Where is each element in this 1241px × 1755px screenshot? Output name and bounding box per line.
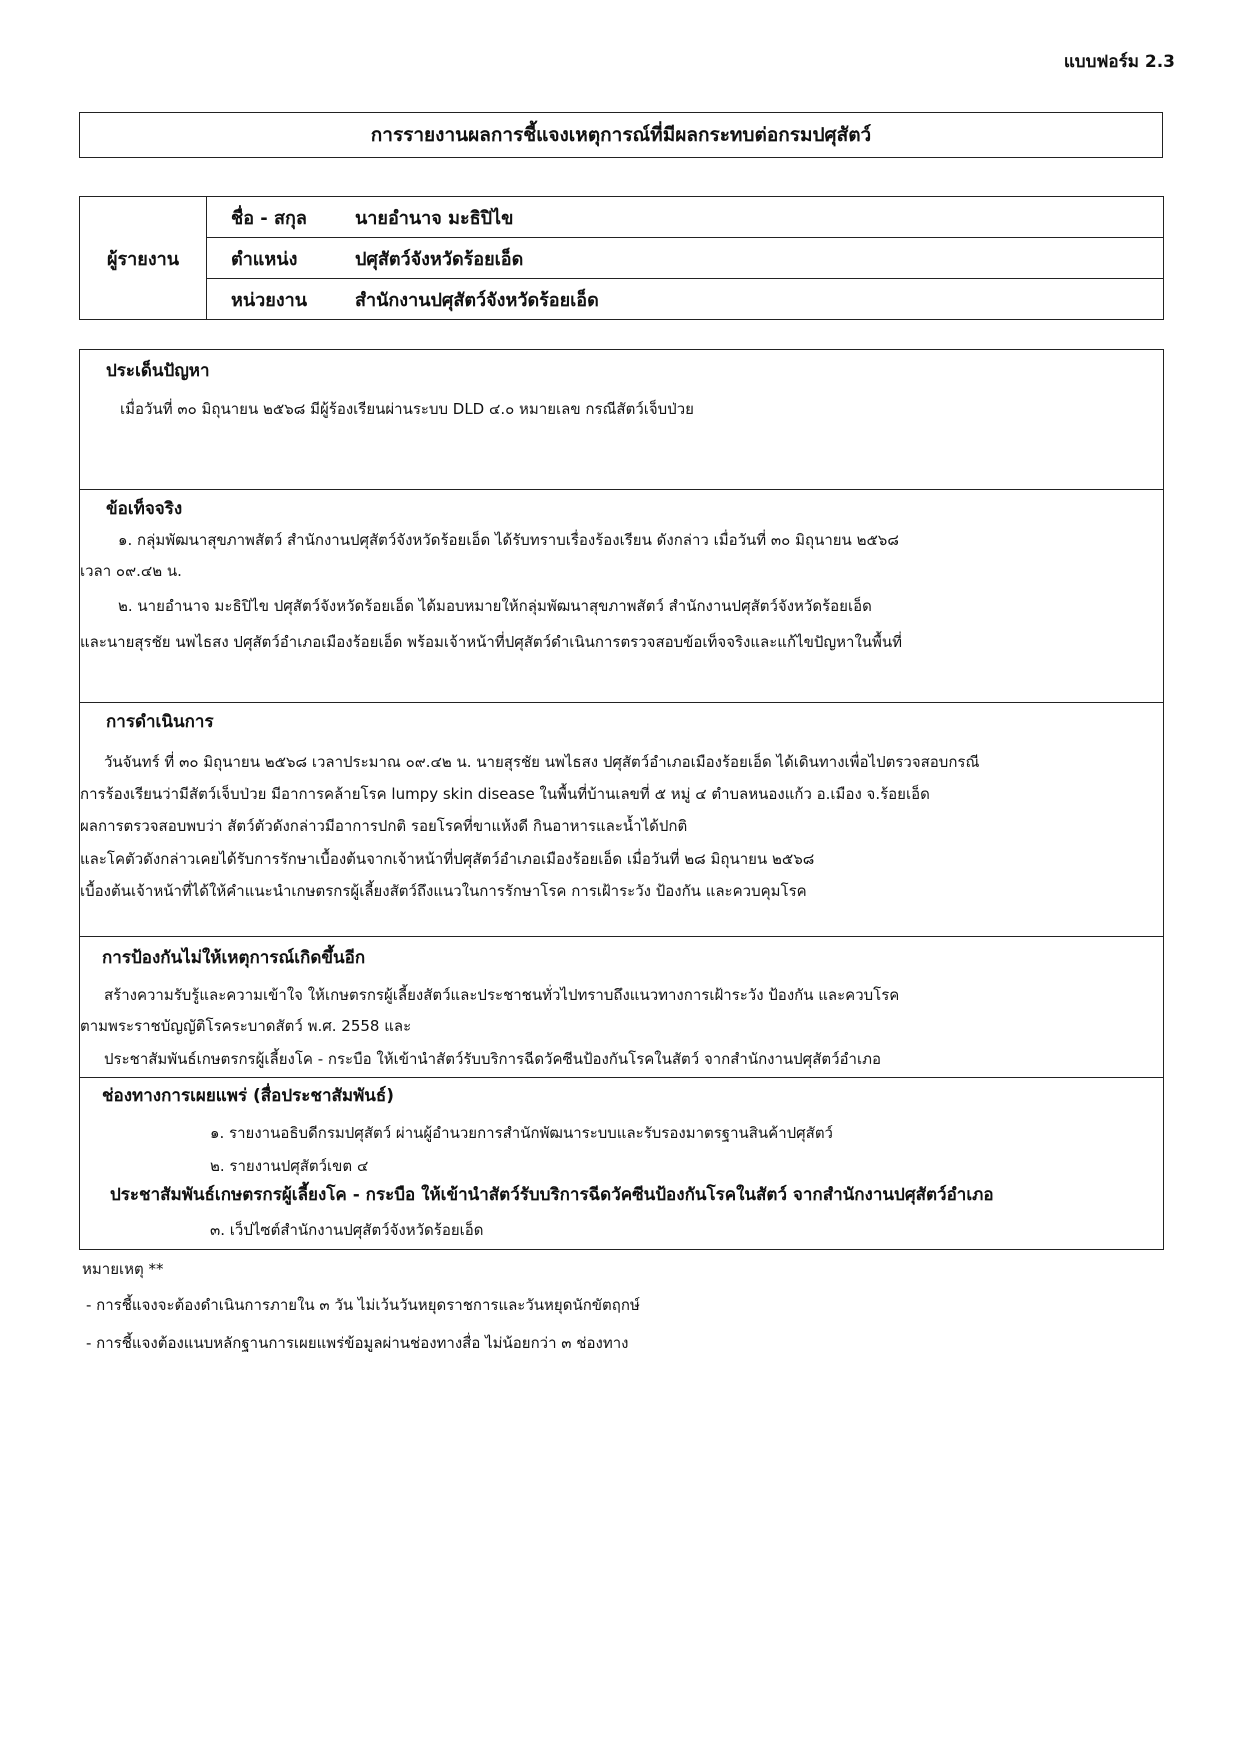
divider-prevention-channels	[80, 1077, 1163, 1078]
reporter-row-name	[80, 197, 1164, 238]
reporter-table	[79, 196, 1164, 320]
facts-line-4: และนายสุรชัย นพไธสง ปศุสัตว์อำเภอเมืองร้อยเอ็ด พร้อมเจ้าหน้าที่ปศุสัตว์ดำเนินการตรวจสอบข้อเท็จจริงและแก้ไขปัญหาในพื้นที่	[80, 633, 903, 651]
form-title	[79, 112, 1163, 158]
action-line-4: และโคตัวดังกล่าวเคยได้รับการรักษาเบื้องต้นจากเจ้าหน้าที่ปศุสัตว์อำเภอเมืองร้อยเอ็ด เมื่อวันที่ ๒๘ มิถุนายน ๒๕๖๘	[80, 850, 815, 868]
prevention-line-3: ประชาสัมพันธ์เกษตรกรผู้เลี้ยงโค - กระบือ ให้เข้านำสัตว์รับบริการฉีดวัคซีนป้องกันโรคในสัตว์ จากสำนักงานปศุสัตว์อำเภอ	[104, 1050, 881, 1068]
channel-bold-line: ประชาสัมพันธ์เกษตรกรผู้เลี้ยงโค - กระบือ ให้เข้านำสัตว์รับบริการฉีดวัคซีนป้องกันโรคในสัตว์ จากสำนักงานปศุสัตว์อำเภอ	[110, 1185, 994, 1205]
form-code: แบบฟอร์ม 2.3	[1063, 52, 1175, 72]
action-heading: การดำเนินการ	[106, 712, 214, 732]
channels-heading: ช่องทางการเผยแพร่ (สื่อประชาสัมพันธ์)	[102, 1086, 395, 1106]
reporter-position-value: ปศุสัตว์จังหวัดร้อยเอ็ด	[355, 248, 524, 270]
reporter-position-cell	[207, 238, 1164, 279]
channel-item-1: ๑. รายงานอธิบดีกรมปศุสัตว์ ผ่านผู้อำนวยการสำนักพัฒนาระบบและรับรองมาตรฐานสินค้าปศุสัตว์	[210, 1124, 833, 1142]
form-title-text: การรายงานผลการชี้แจงเหตุการณ์ที่มีผลกระทบต่อกรมปศุสัตว์	[370, 124, 872, 146]
reporter-row-agency	[80, 279, 1164, 320]
reporter-position-key: ตำแหน่ง	[231, 248, 298, 270]
divider-facts-action	[80, 702, 1163, 703]
issue-line: เมื่อวันที่ ๓๐ มิถุนายน ๒๕๖๘ มีผู้ร้องเรียนผ่านระบบ DLD ๔.๐ หมายเลข กรณีสัตว์เจ็บป่วย	[120, 400, 694, 418]
reporter-label: ผู้รายงาน	[80, 197, 207, 320]
prevention-heading: การป้องกันไม่ให้เหตุการณ์เกิดขึ้นอีก	[102, 948, 366, 968]
reporter-agency-value: สำนักงานปศุสัตว์จังหวัดร้อยเอ็ด	[355, 289, 599, 311]
facts-line-3: ๒. นายอำนาจ มะธิปิไข ปศุสัตว์จังหวัดร้อยเอ็ด ได้มอบหมายให้กลุ่มพัฒนาสุขภาพสัตว์ สำนักงานปศุสัตว์จังหวัดร้อยเอ็ด	[118, 597, 872, 615]
channel-item-2: ๒. รายงานปศุสัตว์เขต ๔	[210, 1157, 369, 1175]
reporter-name-key: ชื่อ - สกุล	[231, 207, 307, 229]
facts-line-2: เวลา ๐๙.๔๒ น.	[80, 562, 182, 580]
reporter-agency-cell	[207, 279, 1164, 320]
report-sections	[79, 349, 1164, 1250]
issue-heading: ประเด็นปัญหา	[106, 361, 210, 381]
channel-item-3: ๓. เว็ปไซต์สำนักงานปศุสัตว์จังหวัดร้อยเอ็ด	[210, 1221, 484, 1239]
facts-line-1: ๑. กลุ่มพัฒนาสุขภาพสัตว์ สำนักงานปศุสัตว์จังหวัดร้อยเอ็ด ได้รับทราบเรื่องร้องเรียน ดังกล่าว เมื่อวันที่ ๓๐ มิถุนายน ๒๕๖๘	[118, 531, 899, 549]
action-line-2: การร้องเรียนว่ามีสัตว์เจ็บป่วย มีอาการคล้ายโรค lumpy skin disease ในพื้นที่บ้านเลขที่ ๕ หมู่ ๔ ตำบลหนองแก้ว อ.เมือง จ.ร้อยเอ็ด	[80, 785, 930, 803]
reporter-row-position	[80, 238, 1164, 279]
facts-heading: ข้อเท็จจริง	[106, 499, 183, 519]
notes-label: หมายเหตุ **	[82, 1260, 164, 1278]
action-line-1: วันจันทร์ ที่ ๓๐ มิถุนายน ๒๕๖๘ เวลาประมาณ ๐๙.๔๒ น. นายสุรชัย นพไธสง ปศุสัตว์อำเภอเมืองร้อยเอ็ด ได้เดินทางเพื่อไปตรวจสอบกรณี	[104, 753, 980, 771]
reporter-agency-key: หน่วยงาน	[231, 289, 308, 311]
action-line-5: เบื้องต้นเจ้าหน้าที่ได้ให้คำแนะนำเกษตรกรผู้เลี้ยงสัตว์ถึงแนวในการรักษาโรค การเฝ้าระวัง ป้องกัน และควบคุมโรค	[80, 882, 807, 900]
divider-issue-facts	[80, 489, 1163, 490]
note-item-1: - การชี้แจงจะต้องดำเนินการภายใน ๓ วัน ไม่เว้นวันหยุดราชการและวันหยุดนักขัตฤกษ์	[86, 1296, 640, 1314]
prevention-line-1: สร้างความรับรู้และความเข้าใจ ให้เกษตรกรผู้เลี้ยงสัตว์และประชาชนทั่วไปทราบถึงแนวทางการเฝ้าระวัง ป้องกัน และควบโรค	[104, 986, 900, 1004]
note-item-2: - การชี้แจงต้องแนบหลักฐานการเผยแพร่ข้อมูลผ่านช่องทางสื่อ ไม่น้อยกว่า ๓ ช่องทาง	[86, 1334, 629, 1352]
prevention-line-2: ตามพระราชบัญญัติโรคระบาดสัตว์ พ.ศ. 2558 และ	[80, 1017, 412, 1035]
reporter-name-value: นายอำนาจ มะธิปิไข	[355, 207, 514, 229]
reporter-name-cell	[207, 197, 1164, 238]
divider-action-prevention	[80, 936, 1163, 937]
action-line-3: ผลการตรวจสอบพบว่า สัตว์ตัวดังกล่าวมีอาการปกติ รอยโรคที่ขาแห้งดี กินอาหารและน้ำได้ปกติ	[80, 817, 688, 835]
